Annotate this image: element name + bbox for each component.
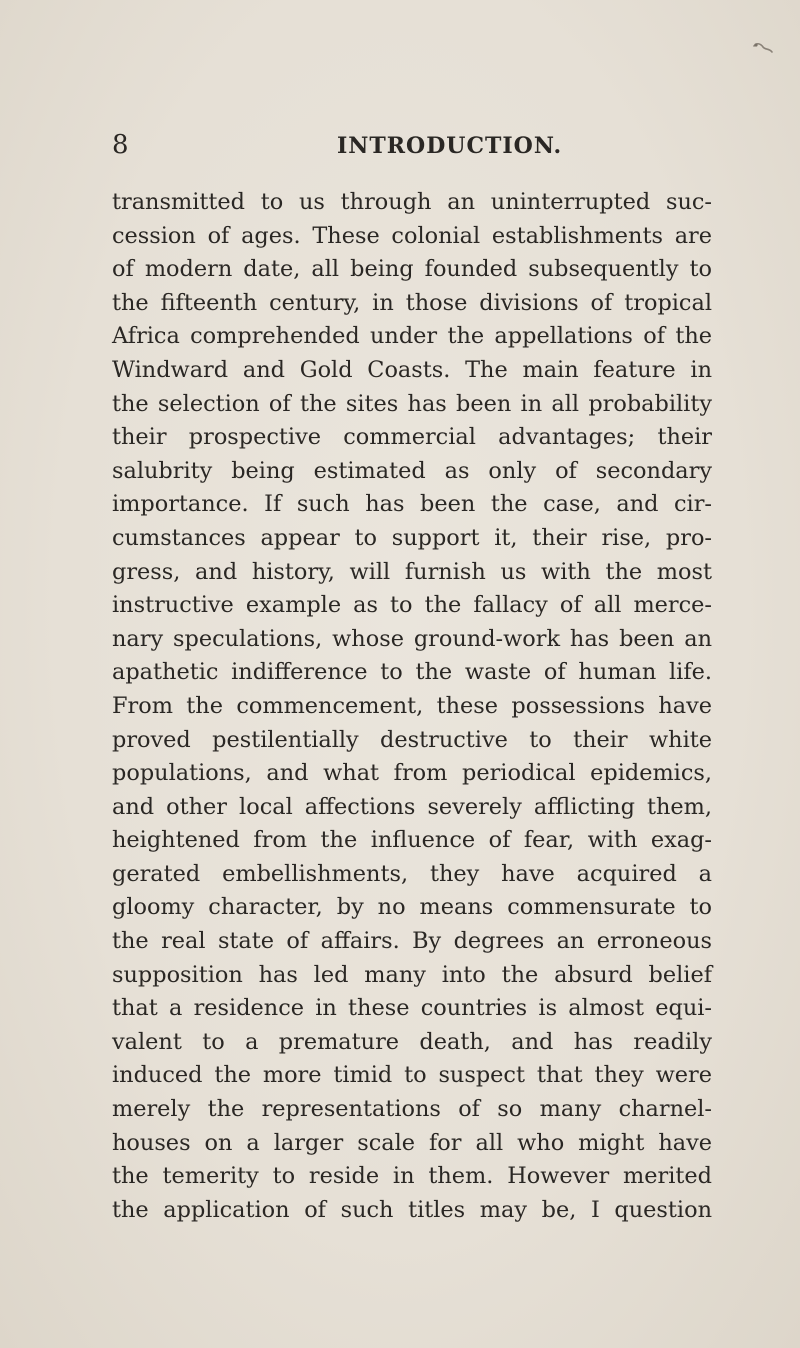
text-line: transmitted to us through an uninterrupted suc-	[112, 189, 712, 215]
text-line: gloomy character, by no means commensurate to	[112, 894, 712, 921]
text-line: supposition has led many into the absurd belief	[112, 961, 712, 988]
text-line: populations, and what from periodical epidemics,	[112, 760, 712, 787]
text-line: that a residence in these countries is almost equi-	[112, 995, 712, 1022]
running-head: INTRODUCTION.	[337, 133, 563, 159]
text-line: gerated embellishments, they have acquired a	[112, 860, 712, 887]
text-line: salubrity being estimated as only of secondary	[112, 457, 712, 484]
text-line: importance. If such has been the case, and cir-	[112, 491, 712, 518]
text-line: of modern date, all being founded subsequently to	[112, 256, 712, 283]
text-line: proved pestilentially destructive to their white	[112, 726, 712, 753]
text-line: the temerity to reside in them. However merited	[112, 1163, 712, 1190]
text-line: instructive example as to the fallacy of all merce-	[112, 592, 712, 619]
page-header	[112, 130, 712, 170]
text-line: the selection of the sites has been in all probability	[112, 390, 712, 417]
text-line: and other local affections severely afflicting them,	[112, 793, 712, 820]
text-line: gress, and history, will furnish us with the most	[112, 558, 712, 585]
text-line: the real state of affairs. By degrees an erroneous	[112, 928, 712, 955]
text-line: their prospective commercial advantages; their	[112, 424, 712, 451]
text-line: merely the representations of so many charnel-	[112, 1096, 712, 1123]
text-line: houses on a larger scale for all who might have	[112, 1129, 712, 1156]
page-number: 8	[112, 130, 130, 160]
ink-smudge-mark	[752, 38, 776, 58]
text-line: apathetic indifference to the waste of human life.	[112, 659, 712, 686]
text-line: Africa comprehended under the appellations of the	[112, 323, 712, 350]
text-line: cession of ages. These colonial establishments are	[112, 222, 712, 249]
text-line: nary speculations, whose ground-work has been an	[112, 625, 712, 652]
text-line: Windward and Gold Coasts. The main feature in	[112, 356, 712, 383]
text-line: valent to a premature death, and has readily	[112, 1028, 712, 1055]
text-line: From the commencement, these possessions have	[112, 692, 712, 719]
text-line: induced the more timid to suspect that they were	[112, 1062, 712, 1089]
body-text	[112, 186, 712, 1227]
text-line: cumstances appear to support it, their rise, pro-	[112, 524, 712, 551]
text-line: the application of such titles may be, I question	[112, 1196, 712, 1223]
text-line: heightened from the influence of fear, with exag-	[112, 827, 712, 854]
text-line: the fifteenth century, in those divisions of tropical	[112, 289, 712, 316]
